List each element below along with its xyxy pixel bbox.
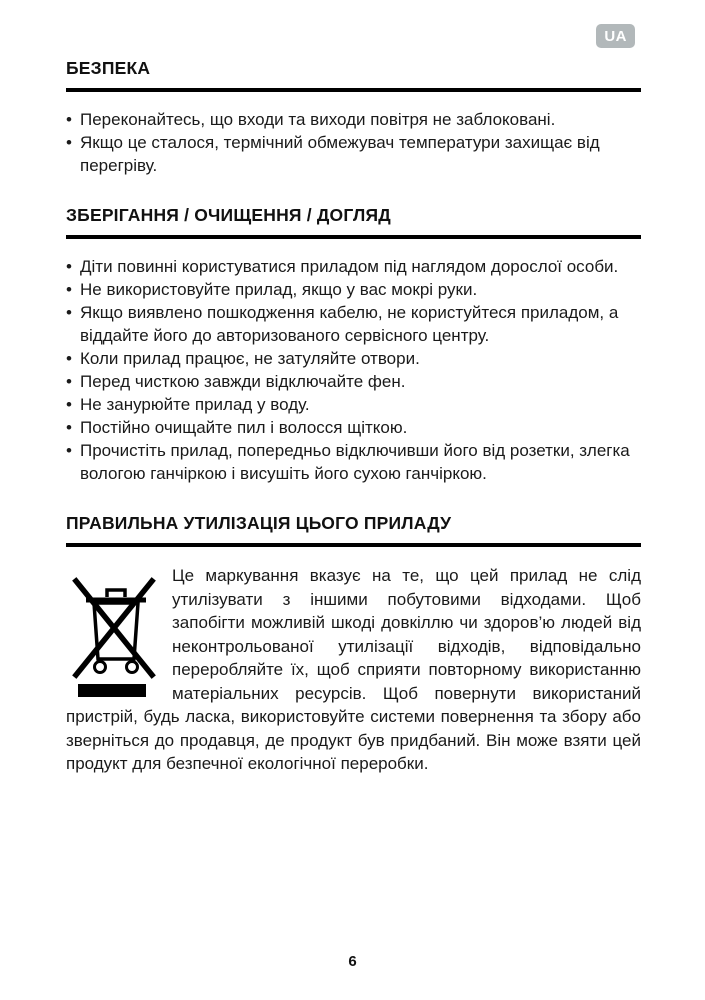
language-badge: UA <box>596 24 635 48</box>
list-item-text: Не занурюйте прилад у воду. <box>80 395 310 414</box>
disposal-block <box>66 564 641 776</box>
list-item-text: Постійно очищайте пил і волосся щіткою. <box>80 418 408 437</box>
list-item <box>66 347 641 370</box>
list-item-text: Переконайтесь, що входи та виходи повітря не заблоковані. <box>80 110 556 129</box>
list-item-text: Якщо це сталося, термічний обмежувач температури захищає від перегріву. <box>80 133 600 175</box>
section-disposal <box>66 513 641 776</box>
page-number: 6 <box>348 953 357 970</box>
bullet-marker: • <box>66 257 72 276</box>
list-item-text: Прочистіть прилад, попередньо відключивши його від розетки, злегка вологою ганчіркою і висушіть його сухою ганчіркою. <box>80 441 630 483</box>
section-safety <box>66 58 641 177</box>
list-item-text: Якщо виявлено пошкодження кабелю, не користуйтеся приладом, а віддайте його до авторизованого сервісного центру. <box>80 303 619 345</box>
bullet-marker: • <box>66 395 72 414</box>
list-item <box>66 393 641 416</box>
bullet-marker: • <box>66 441 72 460</box>
section-divider <box>66 543 641 547</box>
bullet-marker: • <box>66 280 72 299</box>
list-item <box>66 301 641 347</box>
list-item <box>66 131 641 177</box>
section-divider <box>66 88 641 92</box>
bullet-list <box>66 108 641 177</box>
list-item <box>66 278 641 301</box>
list-item <box>66 370 641 393</box>
bullet-marker: • <box>66 303 72 322</box>
list-item-text: Діти повинні користуватися приладом під наглядом дорослої особи. <box>80 257 619 276</box>
disposal-paragraph: Це маркування вказує на те, що цей прилад не слід утилізувати з іншими побутовими відходами. Щоб запобігти можливій шкоді довкіллю чи здоров’ю людей від неконтрольованої утилізації відходів, відповідально переробляйте їх, щоб сприяти повторному використанню матеріальних ресурсів. Щоб повернути використаний пристрій, будь ласка, використовуйте системи повернення та збору або зверніться до продавця, де продукт був придбаний. Він може взяти цей продукт для безпечної екологічної переробки. <box>66 566 641 773</box>
list-item-text: Перед чисткою завжди відключайте фен. <box>80 372 406 391</box>
bullet-marker: • <box>66 349 72 368</box>
list-item <box>66 416 641 439</box>
bullet-marker: • <box>66 110 72 129</box>
bullet-list <box>66 255 641 485</box>
list-item-text: Не використовуйте прилад, якщо у вас мокрі руки. <box>80 280 478 299</box>
section-title: БЕЗПЕКА <box>66 58 151 78</box>
bullet-marker: • <box>66 372 72 391</box>
section-divider <box>66 235 641 239</box>
list-item-text: Коли прилад працює, не затуляйте отвори. <box>80 349 420 368</box>
bullet-marker: • <box>66 133 72 152</box>
section-title: ЗБЕРІГАННЯ / ОЧИЩЕННЯ / ДОГЛЯД <box>66 205 391 225</box>
weee-crossed-out-bin-icon <box>66 567 158 699</box>
section-storage-cleaning-care <box>66 205 641 485</box>
list-item <box>66 439 641 485</box>
bullet-marker: • <box>66 418 72 437</box>
list-item <box>66 255 641 278</box>
list-item <box>66 108 641 131</box>
section-title: ПРАВИЛЬНА УТИЛІЗАЦІЯ ЦЬОГО ПРИЛАДУ <box>66 513 452 533</box>
